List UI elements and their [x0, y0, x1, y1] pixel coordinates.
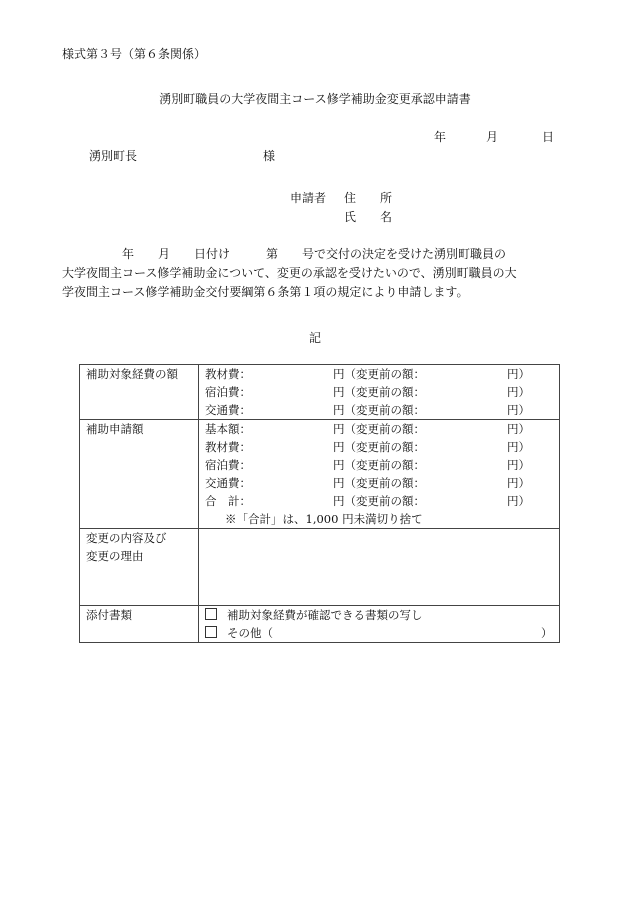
rounding-note-row — [205, 510, 553, 528]
yen-label: 円（変更前の額： — [333, 403, 425, 417]
subsidy-costs-values — [199, 365, 560, 420]
change-label-line-2: 変更の理由 — [86, 549, 144, 563]
yen-close: 円） — [507, 403, 530, 417]
honorific: 様 — [263, 149, 276, 163]
cost-item-label: 宿泊費： — [205, 385, 251, 399]
change-reason-label — [80, 529, 199, 606]
amount-row — [205, 420, 553, 438]
yen-label: 円（変更前の額： — [333, 476, 425, 490]
date-year-label: 年 — [434, 130, 447, 144]
application-amount-label-text: 補助申請額 — [86, 422, 144, 436]
yen-close: 円） — [507, 494, 530, 508]
cost-item-label: 交通費： — [205, 403, 251, 417]
document-title: 湧別町職員の大学夜間主コース修学補助金変更承認申請書 — [159, 92, 471, 106]
table-row — [80, 420, 560, 529]
attachment-item-label: その他（ — [227, 626, 273, 640]
amount-item-label: 基本額： — [205, 422, 251, 436]
table-row — [80, 365, 560, 420]
amount-row — [205, 438, 553, 456]
amount-item-label: 宿泊費： — [205, 458, 251, 472]
ki-heading: 記 — [308, 331, 321, 345]
body-line-1: 年 月 日付け 第 号で交付の決定を受けた湧別町職員の — [62, 247, 507, 261]
yen-close: 円） — [507, 422, 530, 436]
yen-close: 円） — [507, 385, 530, 399]
table-row — [80, 606, 560, 643]
date-month-label: 月 — [486, 130, 499, 144]
table-row — [80, 529, 560, 606]
date-day-label: 日 — [542, 130, 555, 144]
attachment-close-paren: ） — [541, 626, 553, 640]
yen-close: 円） — [507, 440, 530, 454]
yen-label: 円（変更前の額： — [333, 422, 425, 436]
yen-close: 円） — [507, 367, 530, 381]
yen-label: 円（変更前の額： — [333, 440, 425, 454]
subsidy-costs-label — [80, 365, 199, 420]
body-line-2: 大学夜間主コース修学補助金について、変更の承認を受けたいので、湧別町職員の大 — [62, 266, 517, 280]
amount-row — [205, 492, 553, 510]
rounding-note: ※「合計」は、1,000 円未満切り捨て — [225, 512, 423, 526]
body-paragraph — [62, 247, 562, 304]
amount-row — [205, 456, 553, 474]
yen-close: 円） — [507, 458, 530, 472]
checkbox-icon[interactable] — [205, 626, 217, 638]
change-reason-field[interactable] — [199, 529, 560, 606]
applicant-label: 申請者 — [290, 191, 327, 205]
form-number: 様式第３号（第６条関係） — [62, 47, 207, 61]
applicant-address-label: 住 所 — [344, 191, 393, 205]
body-line-3: 学夜間主コース修学補助金交付要綱第６条第１項の規定により申請します。 — [62, 285, 469, 299]
amount-item-label: 合 計： — [205, 494, 251, 508]
cost-row — [205, 365, 553, 383]
application-amount-label — [80, 420, 199, 529]
amount-row — [205, 474, 553, 492]
attachments-label-text: 添付書類 — [86, 608, 132, 622]
application-amount-values — [199, 420, 560, 529]
cost-item-label: 教材費： — [205, 367, 251, 381]
cost-row — [205, 383, 553, 401]
yen-label: 円（変更前の額： — [333, 494, 425, 508]
application-table — [79, 364, 560, 643]
subsidy-costs-label-text: 補助対象経費の額 — [86, 367, 178, 381]
addressee: 湧別町長 — [89, 149, 138, 163]
applicant-name-label: 氏 名 — [344, 210, 393, 224]
attachments-label — [80, 606, 199, 643]
change-label-line-1: 変更の内容及び — [86, 531, 167, 545]
yen-label: 円（変更前の額： — [333, 367, 425, 381]
attachment-item — [205, 624, 553, 642]
yen-close: 円） — [507, 476, 530, 490]
yen-label: 円（変更前の額： — [333, 385, 425, 399]
amount-item-label: 教材費： — [205, 440, 251, 454]
yen-label: 円（変更前の額： — [333, 458, 425, 472]
cost-row — [205, 401, 553, 419]
attachment-item-label: 補助対象経費が確認できる書類の写し — [227, 608, 423, 622]
checkbox-icon[interactable] — [205, 608, 217, 620]
attachment-item — [205, 606, 553, 624]
amount-item-label: 交通費： — [205, 476, 251, 490]
attachments-values — [199, 606, 560, 643]
